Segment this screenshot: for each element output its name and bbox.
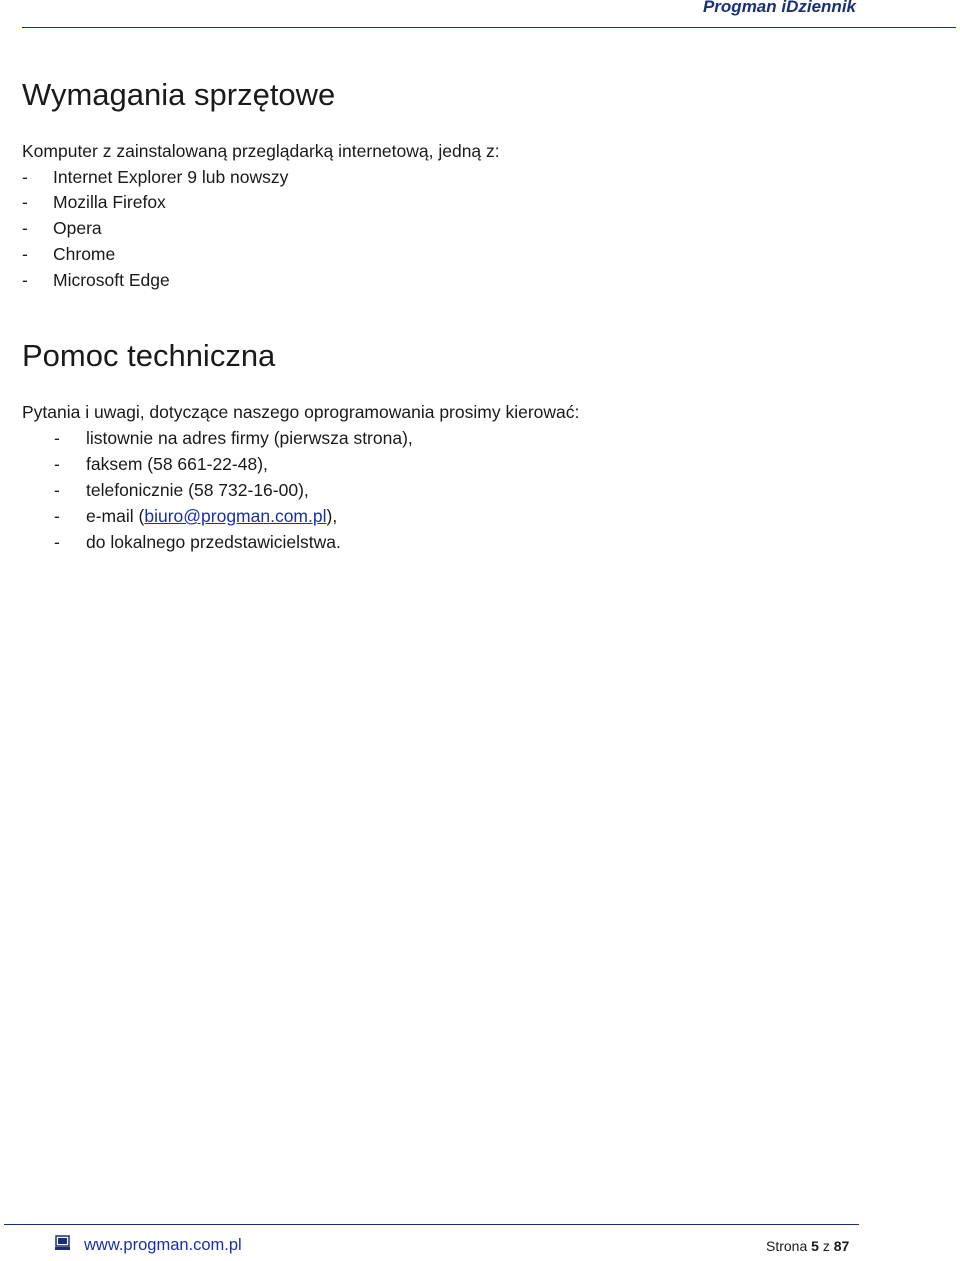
header-divider (22, 27, 956, 28)
list-dash: - (22, 192, 28, 212)
list-dash: - (54, 506, 60, 526)
list-dash: - (54, 532, 60, 552)
list-dash: - (54, 480, 60, 500)
list-item-label: Internet Explorer 9 lub nowszy (53, 167, 289, 187)
header-title: Progman iDziennik (702, 0, 856, 16)
list-item-label: faksem (58 661-22-48), (86, 454, 268, 474)
list-dash: - (54, 428, 60, 448)
email-prefix: e-mail ( (86, 506, 145, 526)
list-item-label: Chrome (53, 244, 116, 264)
page-total: 87 (833, 1238, 850, 1254)
footer-website-link[interactable]: www.progman.com.pl (84, 1236, 242, 1254)
list-item-label: do lokalnego przedstawicielstwa. (86, 532, 341, 552)
list-dash: - (22, 218, 28, 238)
list-item-label: telefonicznie (58 732-16-00), (86, 480, 309, 500)
list-dash: - (22, 270, 28, 290)
footer-divider (4, 1224, 859, 1225)
page-current: 5 (811, 1238, 819, 1254)
page-number (766, 1238, 849, 1254)
hardware-intro: Komputer z zainstalowaną przeglądarką internetową, jedną z: (22, 141, 500, 161)
list-item-label: Opera (53, 218, 102, 238)
list-item-label: listownie na adres firmy (pierwsza strona), (86, 428, 413, 448)
email-line (86, 506, 337, 527)
page-of: z (822, 1238, 830, 1254)
email-link[interactable]: biuro@progman.com.pl (144, 506, 327, 526)
list-dash: - (22, 167, 28, 187)
list-dash: - (54, 454, 60, 474)
heading-hardware-requirements: Wymagania sprzętowe (22, 77, 336, 112)
computer-icon (55, 1235, 70, 1251)
heading-technical-support: Pomoc techniczna (22, 338, 276, 373)
list-item-label: Mozilla Firefox (53, 192, 166, 212)
list-dash: - (22, 244, 28, 264)
page-label: Strona (766, 1238, 808, 1254)
list-item-label: Microsoft Edge (53, 270, 170, 290)
email-suffix: ), (326, 506, 338, 526)
support-intro: Pytania i uwagi, dotyczące naszego oprogramowania prosimy kierować: (22, 402, 580, 422)
